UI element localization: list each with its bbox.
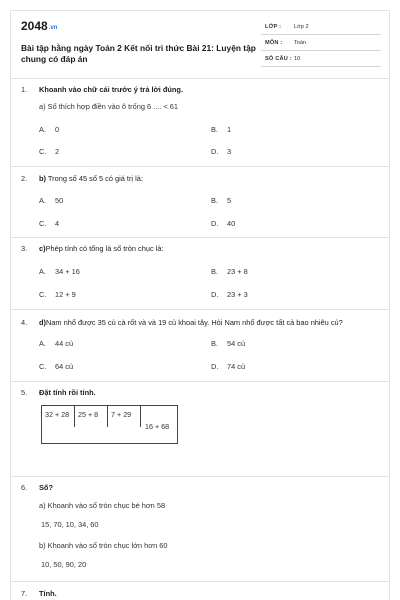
question-subtext: b) Khoanh vào số tròn chục lớn hơn 60 [39, 541, 168, 550]
option-d[interactable]: D. 40 [211, 219, 236, 228]
divider [11, 476, 389, 477]
calc-cell: 7 + 29 [108, 406, 141, 427]
option-c[interactable]: C. 64 củ [39, 362, 74, 371]
question-text: Đặt tính rồi tính. [39, 388, 96, 397]
meta-grade: LỚP : Lớp 2 [261, 19, 381, 35]
option-b[interactable]: B. 5 [211, 196, 232, 205]
option-c[interactable]: C. 12 + 9 [39, 290, 76, 299]
question-text: Số? [39, 483, 53, 492]
question-text: Tính. [39, 589, 57, 598]
number-list: 15, 70, 10, 34, 60 [41, 520, 99, 529]
question-number: 7. [21, 589, 28, 598]
option-a[interactable]: A. 44 củ [39, 339, 74, 348]
question-number: 1. [21, 85, 28, 94]
calc-cell: 25 + 8 [75, 406, 108, 427]
question-text: d)Nam nhổ được 35 củ cà rốt và và 19 củ khoai tây. Hỏi Nam nhổ được tất cả bao nhiêu củ? [39, 318, 343, 327]
option-d[interactable]: D. 23 + 3 [211, 290, 248, 299]
question-number: 2. [21, 174, 28, 183]
question-text: b) Trong số 45 số 5 có giá trị là: [39, 174, 143, 183]
option-b[interactable]: B. 1 [211, 125, 232, 134]
question-subtext: a) Khoanh vào số tròn chục bé hơn 58 [39, 501, 166, 510]
question-text: Khoanh vào chữ cái trước ý trả lời đúng. [39, 85, 184, 94]
option-d[interactable]: D. 74 củ [211, 362, 246, 371]
question-number: 3. [21, 244, 28, 253]
option-c[interactable]: C. 2 [39, 147, 60, 156]
document-title: Bài tập hằng ngày Toán 2 Kết nối tri thức Bài 21: Luyện tập chung có đáp án [21, 43, 256, 64]
divider [11, 166, 389, 167]
option-a[interactable]: A. 0 [39, 125, 60, 134]
site-logo[interactable]: 2048.vn [21, 19, 58, 33]
meta-subject: MÔN : Toán [261, 35, 381, 51]
worksheet-header [21, 19, 381, 77]
meta-question-count: SỐ CÂU : 10 [261, 51, 381, 67]
divider [11, 237, 389, 238]
divider [11, 78, 389, 79]
question-number: 5. [21, 388, 28, 397]
meta-box [261, 19, 381, 67]
option-a[interactable]: A. 50 [39, 196, 64, 205]
question-text: c)Phép tính có tổng là số tròn chục là: [39, 244, 164, 253]
divider [11, 309, 389, 310]
divider [11, 581, 389, 582]
question-number: 4. [21, 318, 28, 327]
worksheet-page [10, 10, 390, 600]
option-d[interactable]: D. 3 [211, 147, 232, 156]
divider [11, 381, 389, 382]
option-b[interactable]: B. 23 + 8 [211, 267, 248, 276]
calc-cell: 16 + 68 [145, 422, 170, 431]
option-c[interactable]: C. 4 [39, 219, 60, 228]
calc-cell: 32 + 28 [42, 406, 75, 427]
option-b[interactable]: B. 54 củ [211, 339, 246, 348]
question-number: 6. [21, 483, 28, 492]
option-a[interactable]: A. 34 + 16 [39, 267, 80, 276]
number-list: 10, 50, 90, 20 [41, 560, 87, 569]
calculation-table [41, 405, 178, 444]
question-subtext: a) Số thích hợp điền vào ô trống 6 .... < 61 [39, 102, 179, 111]
